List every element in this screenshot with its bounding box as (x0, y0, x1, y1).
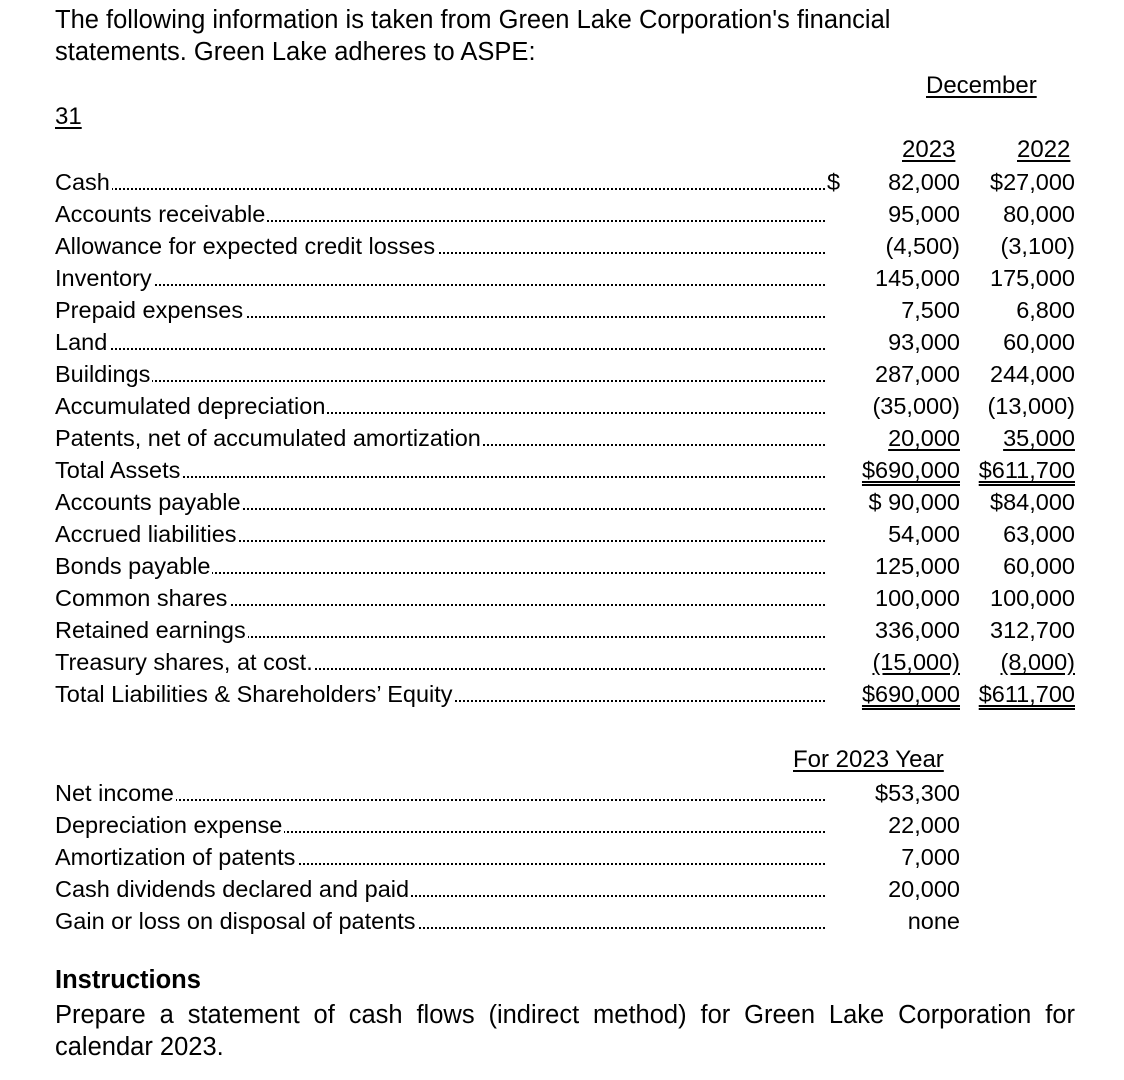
value-2023: 20,000 (888, 876, 960, 902)
balance-row-treasury-shares (55, 646, 1085, 678)
dot-leader (55, 188, 825, 190)
value-2022: $27,000 (990, 169, 1075, 195)
value-2023: (15,000) (872, 649, 960, 675)
value-2022: $611,700 (978, 681, 1075, 707)
row-label: Accumulated depreciation (55, 390, 327, 422)
row-label: Total Assets (55, 454, 182, 486)
value-2023: 336,000 (875, 617, 960, 643)
balance-row-retained-earnings (55, 614, 1085, 646)
year-row-amortization (55, 841, 1085, 873)
value-2023: 7,000 (901, 844, 960, 870)
balance-row-common-shares (55, 582, 1085, 614)
dot-leader (55, 284, 825, 286)
value-2023: 287,000 (875, 361, 960, 387)
year-row-dividends (55, 873, 1085, 905)
balance-row-allowance (55, 230, 1085, 262)
value-2022: (13,000) (987, 393, 1075, 419)
row-label: Accounts payable (55, 486, 243, 518)
row-label: Prepaid expenses (55, 294, 245, 326)
balance-row-bonds-payable (55, 550, 1085, 582)
header-year-2022: 2022 (1017, 136, 1071, 163)
balance-row-total-assets (55, 454, 1085, 486)
row-label: Amortization of patents (55, 841, 297, 873)
value-2023: 93,000 (888, 329, 960, 355)
row-label: Bonds payable (55, 550, 212, 582)
balance-row-land (55, 326, 1085, 358)
balance-row-inventory (55, 262, 1085, 294)
balance-row-cash (55, 166, 1085, 198)
balance-row-accounts-payable (55, 486, 1085, 518)
value-2023: $53,300 (875, 780, 960, 806)
value-2022: 80,000 (1003, 201, 1075, 227)
value-2022: 35,000 (1003, 425, 1075, 451)
row-label: Accrued liabilities (55, 518, 239, 550)
value-2023: 82,000 (888, 169, 960, 195)
row-label: Buildings (55, 358, 152, 390)
intro-line-1: The following information is taken from Green Lake Corporation's financial (55, 6, 891, 34)
row-label: Total Liabilities & Shareholders’ Equity (55, 678, 455, 710)
balance-row-accrued-liabilities (55, 518, 1085, 550)
row-label: Depreciation expense (55, 809, 284, 841)
value-2022: $611,700 (978, 457, 1075, 483)
value-2023: 145,000 (875, 265, 960, 291)
balance-row-accumulated-depreciation (55, 390, 1085, 422)
value-2022: 312,700 (990, 617, 1075, 643)
header-year-2023: 2023 (902, 136, 956, 163)
intro-text (55, 4, 1055, 68)
row-label: Treasury shares, at cost. (55, 646, 315, 678)
year-row-gain-loss-patents (55, 905, 1085, 937)
value-2022: 244,000 (990, 361, 1075, 387)
value-2022: 60,000 (1003, 329, 1075, 355)
value-2023: (4,500) (885, 233, 960, 259)
value-2023: 20,000 (888, 425, 960, 451)
header-day: 31 (55, 103, 82, 130)
value-2023: $ 90,000 (868, 489, 960, 515)
row-label: Gain or loss on disposal of patents (55, 905, 418, 937)
header-month: December (926, 72, 1037, 99)
value-2022: 63,000 (1003, 521, 1075, 547)
intro-line-2: statements. Green Lake adheres to ASPE: (55, 38, 536, 66)
row-label: Inventory (55, 262, 154, 294)
value-2022: (8,000) (1000, 649, 1075, 675)
year-row-depreciation (55, 809, 1085, 841)
row-label: Common shares (55, 582, 229, 614)
balance-row-accounts-receivable (55, 198, 1085, 230)
year-row-net-income (55, 777, 1085, 809)
instructions-title: Instructions (55, 966, 201, 994)
balance-row-patents (55, 422, 1085, 454)
value-2023: $690,000 (861, 457, 960, 483)
value-2022: $84,000 (990, 489, 1075, 515)
balance-row-total-liabilities-equity (55, 678, 1085, 710)
balance-row-buildings (55, 358, 1085, 390)
value-2022: 60,000 (1003, 553, 1075, 579)
dot-leader (55, 380, 825, 382)
value-2023: 100,000 (875, 585, 960, 611)
row-label: Cash (55, 166, 112, 198)
row-label: Accounts receivable (55, 198, 267, 230)
row-label: Retained earnings (55, 614, 248, 646)
value-2023: none (907, 908, 960, 934)
dot-leader (55, 348, 825, 350)
value-2022: (3,100) (1000, 233, 1075, 259)
value-2023: 7,500 (901, 297, 960, 323)
value-2023: 54,000 (888, 521, 960, 547)
row-label: Patents, net of accumulated amortization (55, 422, 483, 454)
balance-row-prepaid (55, 294, 1085, 326)
value-2023: (35,000) (872, 393, 960, 419)
value-2023: $690,000 (861, 681, 960, 707)
value-2023: 22,000 (888, 812, 960, 838)
row-label: Land (55, 326, 109, 358)
row-label: Allowance for expected credit losses (55, 230, 437, 262)
year-section-header: For 2023 Year (793, 746, 944, 773)
value-2022: 6,800 (1016, 297, 1075, 323)
dollar-sign: $ (827, 169, 841, 195)
value-2022: 175,000 (990, 265, 1075, 291)
row-label: Cash dividends declared and paid (55, 873, 411, 905)
value-2023: 95,000 (888, 201, 960, 227)
value-2023: 125,000 (875, 553, 960, 579)
row-label: Net income (55, 777, 176, 809)
instructions-body: Prepare a statement of cash flows (indirect method) for Green Lake Corporation for calendar 2023. (55, 1001, 1075, 1061)
value-2022: 100,000 (990, 585, 1075, 611)
